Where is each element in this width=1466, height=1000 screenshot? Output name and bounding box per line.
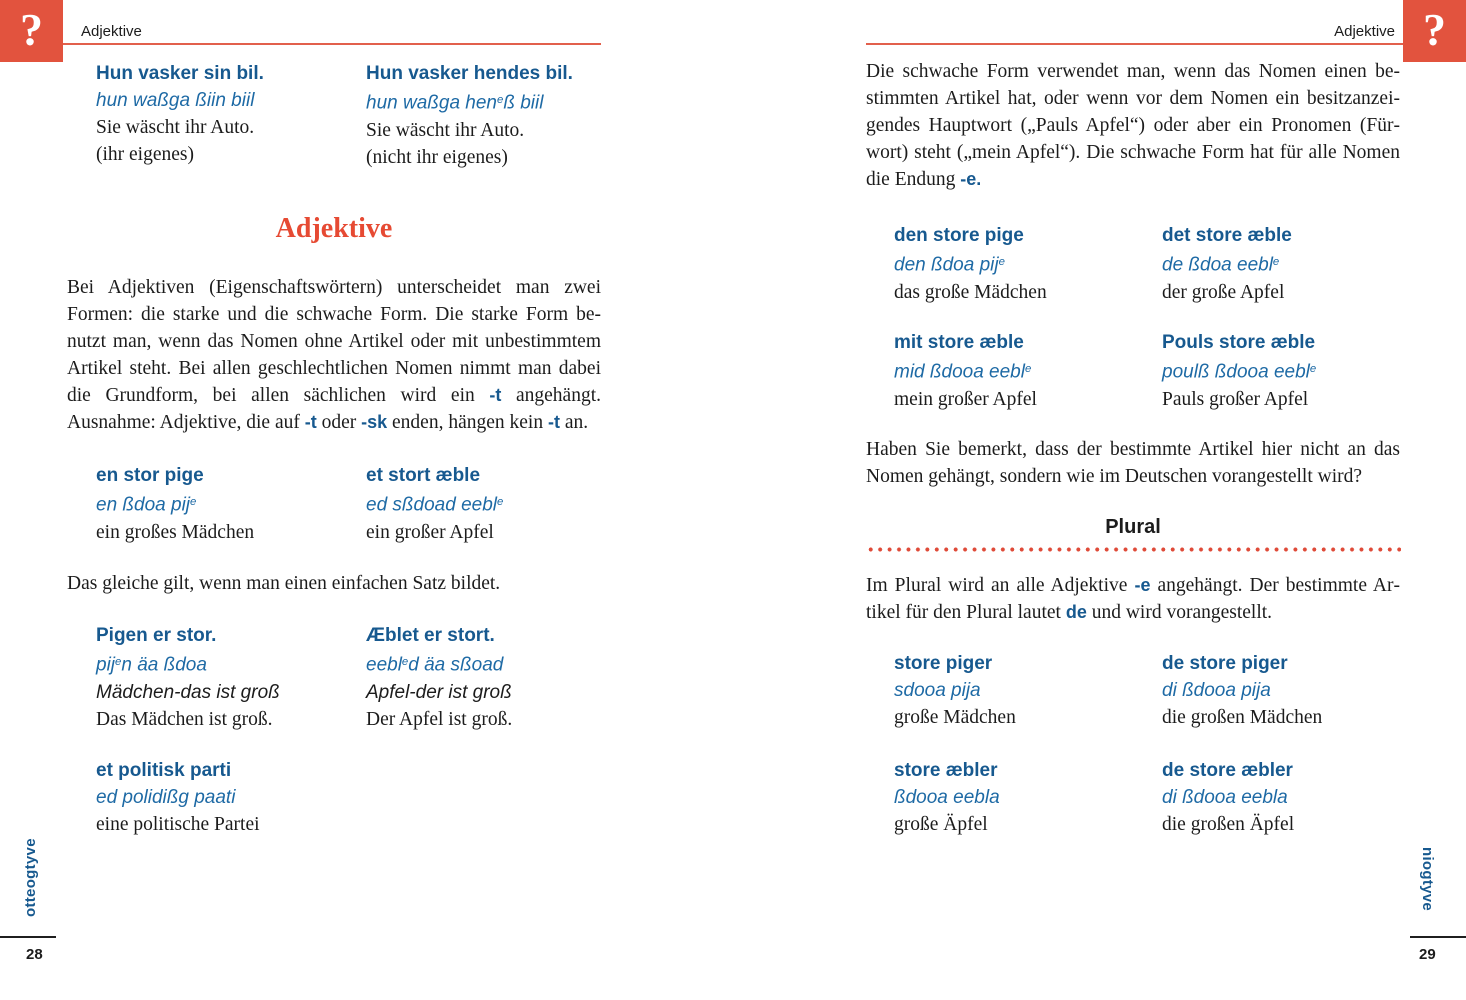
simple-sentence-paragraph: Das gleiche gilt, wenn man einen einfachen Satz bildet. xyxy=(67,573,501,594)
usage-note: (ihr eigenes) xyxy=(96,144,194,165)
intro-paragraph: Bei Adjektiven (Eigenschaftswörtern) unterscheidet man zwei Formen: die starke und die schwache Form. Die starke Form benutzt man, wenn das Nomen ohne Artikel oder mit unbestimmtem Artikel steht. Bei allen geschlechtlichen Nomen nimmt man dabei die Grundform, bei allen sächlichen wird ein -t angehängt. Ausnahme: Adjektive, die auf -t oder -sk enden, hängen kein -t an. xyxy=(67,277,601,433)
danish-phrase: mit store æble xyxy=(894,332,1024,353)
example-card xyxy=(1162,757,1424,838)
example-card xyxy=(894,329,1156,413)
page-number-left: 28 xyxy=(26,946,43,963)
german-translation: Sie wäscht ihr Auto. xyxy=(366,119,525,141)
phonetic-line: mid ßdooa eebl$^e$ xyxy=(894,361,1032,383)
chapter-title: Adjektive xyxy=(275,213,393,244)
word-gloss: Mädchen-das ist groß xyxy=(96,681,280,703)
phonetic-line: di ßdooa eebla xyxy=(1162,787,1288,808)
example-card xyxy=(1162,222,1424,306)
german-translation: mein großer Apfel xyxy=(894,388,1037,410)
example-card xyxy=(894,757,1156,838)
dotted-divider xyxy=(866,546,1401,553)
danish-phrase: et politisk parti xyxy=(96,760,232,781)
header-rule-left xyxy=(63,43,601,45)
question-mark-badge xyxy=(0,0,63,62)
example-card xyxy=(894,650,1156,731)
example-card xyxy=(1162,650,1424,731)
phonetic-line: di ßdooa pija xyxy=(1162,680,1271,701)
phonetic-line: hun waßga hen$^e$ß biil xyxy=(366,92,544,114)
side-page-word-left: otteogtyve xyxy=(22,838,39,918)
german-translation: ein großer Apfel xyxy=(366,521,494,543)
phonetic-line: ed sßdoad eebl$^e$ xyxy=(366,494,504,516)
german-translation: Das Mädchen ist groß. xyxy=(96,708,273,730)
example-card xyxy=(366,60,628,171)
danish-phrase: store piger xyxy=(894,653,993,674)
example-card xyxy=(366,462,628,546)
usage-note: (nicht ihr eigenes) xyxy=(366,146,508,168)
phonetic-line: sdooa pija xyxy=(894,680,981,701)
running-header-left: Adjektive xyxy=(81,23,142,40)
plural-paragraph: Im Plural wird an alle Adjektive -e angehängt. Der bestimmte Artikel für den Plural lautet de und wird vorangestellt. xyxy=(866,575,1401,623)
question-icon: ? xyxy=(1423,4,1446,55)
danish-phrase: den store pige xyxy=(894,225,1024,246)
german-translation: Sie wäscht ihr Auto. xyxy=(96,117,255,138)
phonetic-line: ßdooa eebla xyxy=(894,787,1000,808)
german-translation: große Mädchen xyxy=(894,707,1016,728)
example-card xyxy=(96,60,358,168)
german-translation: die großen Mädchen xyxy=(1162,707,1323,728)
danish-phrase: et stort æble xyxy=(366,465,481,486)
phonetic-line: de ßdoa eebl$^e$ xyxy=(1162,254,1280,276)
danish-phrase: de store æbler xyxy=(1162,760,1293,781)
danish-phrase: det store æble xyxy=(1162,225,1292,246)
pagenum-rule-left xyxy=(0,936,56,938)
danish-phrase: Pigen er stor. xyxy=(96,625,217,646)
example-card xyxy=(1162,329,1424,413)
page-number-right: 29 xyxy=(1419,946,1436,963)
german-translation: Pauls großer Apfel xyxy=(1162,388,1309,410)
danish-phrase: Pouls store æble xyxy=(1162,332,1316,353)
phonetic-line: poulß ßdooa eebl$^e$ xyxy=(1162,361,1317,383)
german-translation: die großen Äpfel xyxy=(1162,814,1295,835)
example-card xyxy=(366,622,628,733)
german-translation: Der Apfel ist groß. xyxy=(366,708,513,730)
danish-phrase: Hun vasker sin bil. xyxy=(96,63,264,84)
plural-heading: Plural xyxy=(1105,516,1161,538)
phonetic-line: en ßdoa pij$^e$ xyxy=(96,494,197,516)
phonetic-line: pij$^e$n äa ßdoa xyxy=(96,654,207,676)
danish-phrase: de store piger xyxy=(1162,653,1288,674)
notice-paragraph: Haben Sie bemerkt, dass der bestimmte Artikel hier nicht an das Nomen gehängt, sondern wie im Deutschen vorangestellt wird? xyxy=(866,439,1400,487)
german-translation: das große Mädchen xyxy=(894,281,1047,303)
german-translation: der große Apfel xyxy=(1162,281,1285,303)
weak-form-paragraph: Die schwache Form verwendet man, wenn das Nomen einen bestimmten Artikel hat, oder wenn vor dem Nomen ein besitzanzeigendes Hauptwort („Pauls Apfel“) oder aber ein Pronomen (Fürwort) steht („mein Apfel“). Die schwache Form hat für alle Nomen die Endung -e. xyxy=(866,61,1400,190)
phonetic-line: ed polidißg paati xyxy=(96,787,236,808)
phonetic-line: hun waßga ßiin biil xyxy=(96,90,255,111)
question-icon: ? xyxy=(20,4,43,55)
example-card xyxy=(96,757,358,838)
danish-phrase: en stor pige xyxy=(96,465,204,486)
phonetic-line: den ßdoa pij$^e$ xyxy=(894,254,1005,276)
german-translation: große Äpfel xyxy=(894,814,988,835)
phonetic-line: eebl$^e$d äa sßoad xyxy=(366,654,504,676)
side-page-word-right: niogtyve xyxy=(1419,846,1436,912)
running-header-right: Adjektive xyxy=(1334,23,1395,40)
danish-phrase: Hun vasker hendes bil. xyxy=(366,63,573,84)
pagenum-rule-right xyxy=(1410,936,1466,938)
danish-phrase: Æblet er stort. xyxy=(366,625,495,646)
german-translation: ein großes Mädchen xyxy=(96,521,255,543)
example-card xyxy=(96,622,358,733)
german-translation: eine politische Partei xyxy=(96,814,260,835)
question-mark-badge xyxy=(1403,0,1466,62)
example-card xyxy=(894,222,1156,306)
example-card xyxy=(96,462,358,546)
word-gloss: Apfel-der ist groß xyxy=(366,681,512,703)
danish-phrase: store æbler xyxy=(894,760,998,781)
header-rule-right xyxy=(866,43,1403,45)
